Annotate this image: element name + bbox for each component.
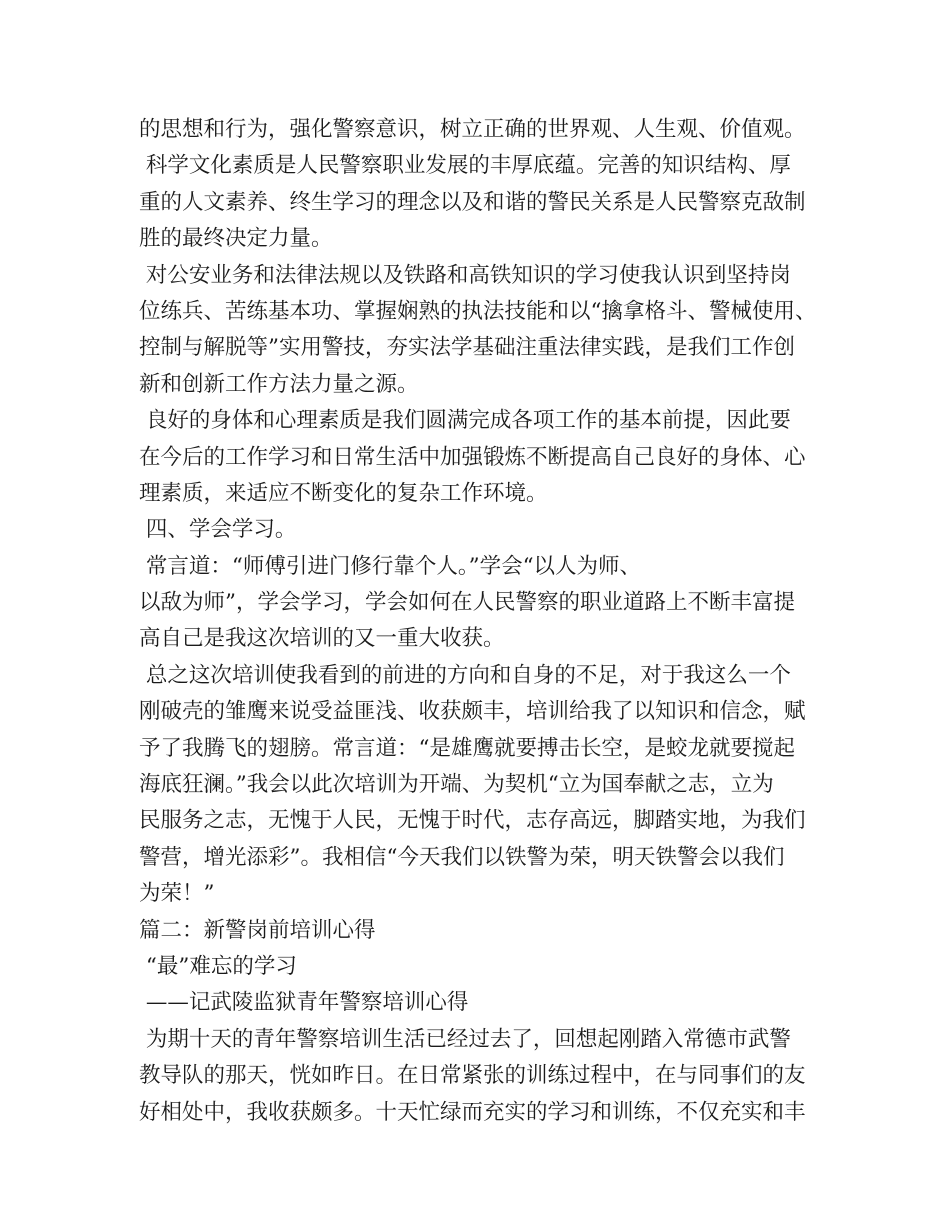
text-line: 予了我腾飞的翅膀。常言道：“是雄鹰就要搏击长空，是蛟龙就要搅起 [139,735,795,761]
text-line: 以敌为师”，学会学习，学会如何在人民警察的职业道路上不断丰富提 [139,590,795,616]
text-line: 民服务之志，无愧于人民，无愧于时代，志存高远，脚踏实地，为我们 [139,808,806,834]
text-line: 警营，增光添彩”。我相信“今天我们以铁警为荣，明天铁警会以我们 [139,844,785,870]
text-line: 良好的身体和心理素质是我们圆满完成各项工作的基本前提，因此要 [139,408,791,434]
text-line: 教导队的那天，恍如昨日。在日常紧张的训练过程中，在与同事们的友 [139,1063,806,1089]
text-line: 为荣！” [139,881,215,907]
text-line: 刚破壳的雏鹰来说受益匪浅、收获颇丰，培训给我了以知识和信念，赋 [139,699,806,725]
text-line: 高自己是我这次培训的又一重大收获。 [139,626,505,652]
text-line: 海底狂澜。”我会以此次培训为开端、为契机“立为国奉献之志，立为 [139,772,774,798]
text-line: 好相处中，我收获颇多。十天忙绿而充实的学习和训练，不仅充实和丰 [139,1099,806,1125]
text-line: 位练兵、苦练基本功、掌握娴熟的执法技能和以“擒拿格斗、警械使用、 [139,298,817,324]
text-line: 理素质，来适应不断变化的复杂工作环境。 [139,480,548,506]
text-line: 的思想和行为，强化警察意识，树立正确的世界观、人生观、价值观。 [139,117,806,142]
article-subtitle: ——记武陵监狱青年警察培训心得 [139,990,469,1016]
text-line: 对公安业务和法律法规以及铁路和高铁知识的学习使我认识到坚持岗 [139,262,791,288]
text-line: 常言道：“师傅引进门修行靠个人。”学会“以人为师、 [139,553,642,579]
text-line: 胜的最终决定力量。 [139,226,333,252]
section-heading: 四、学会学习。 [139,517,297,543]
document-body [139,112,839,1131]
text-line: 重的人文素养、终生学习的理念以及和谐的警民关系是人民警察克敌制 [139,189,806,215]
text-line: 为期十天的青年警察培训生活已经过去了，回想起刚踏入常德市武警 [139,1026,791,1052]
chapter-title: 篇二：新警岗前培训心得 [139,917,376,943]
text-line: 新和创新工作方法力量之源。 [139,371,419,397]
article-title: “最”难忘的学习 [139,953,297,979]
text-line: 科学文化素质是人民警察职业发展的丰厚底蕴。完善的知识结构、厚 [139,153,791,179]
text-line: 控制与解脱等”实用警技，夯实法学基础注重法律实践，是我们工作创 [139,335,795,361]
text-line: 在今后的工作学习和日常生活中加强锻炼不断提高自己良好的身体、心 [139,444,806,470]
text-line: 总之这次培训使我看到的前进的方向和自身的不足，对于我这么一个 [139,662,791,688]
